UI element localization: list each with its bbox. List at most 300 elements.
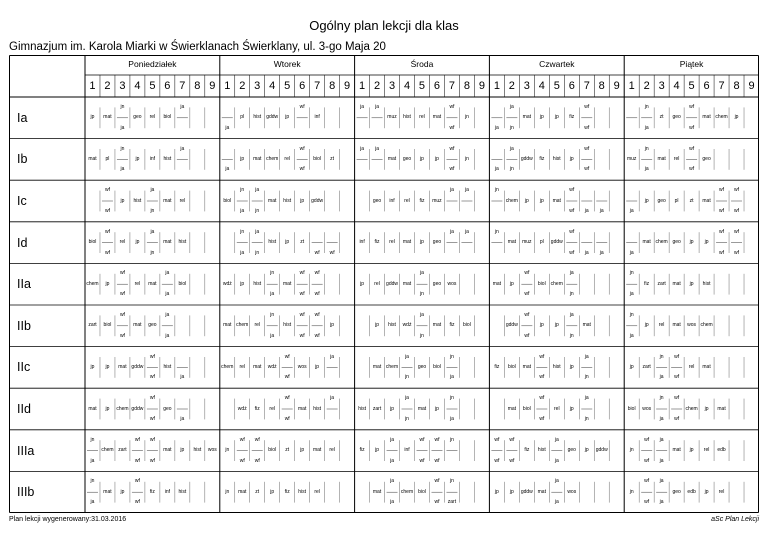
lesson-cell-upper: wf <box>644 478 650 485</box>
lesson-cell-upper: jn <box>659 395 664 402</box>
period-number: 8 <box>598 80 605 92</box>
lesson-cell: pl <box>674 197 679 204</box>
lesson-cell-upper: ja <box>165 270 170 277</box>
lesson-cell-upper: ja <box>464 187 469 194</box>
lesson-cell: hist <box>253 280 262 287</box>
lesson-cell-lower: jn <box>509 124 514 131</box>
lesson-cell-upper: ja <box>449 228 454 235</box>
lesson-cell: biol <box>522 405 531 412</box>
lesson-cell-upper: wf <box>434 436 440 443</box>
lesson-cell: rel <box>718 488 725 495</box>
lesson-cell: inf <box>404 447 410 454</box>
lesson-cell-upper: ja <box>420 270 424 277</box>
lesson-cell: gddw <box>131 363 144 370</box>
lesson-cell: hist <box>133 197 142 204</box>
period-number: 7 <box>179 80 186 92</box>
lesson-cell-upper: wf <box>449 145 455 152</box>
lesson-cell: jp <box>300 197 305 204</box>
lesson-cell: hist <box>298 488 307 495</box>
lesson-cell: chem <box>86 280 99 287</box>
lesson-cell: rel <box>389 239 395 246</box>
lesson-cell: fiz <box>254 405 260 412</box>
lesson-cell: jn <box>464 114 469 121</box>
lesson-cell-lower: wf <box>569 207 575 214</box>
lesson-cell-lower: wf <box>314 332 320 339</box>
lesson-cell: jp <box>704 239 709 246</box>
lesson-cell-lower: ja <box>225 124 230 131</box>
lesson-cell: rel <box>554 405 560 412</box>
lesson-cell: biol <box>223 197 232 204</box>
lesson-cell: gddw <box>550 239 563 246</box>
lesson-cell-lower: ja <box>659 374 664 381</box>
lesson-cell: mat <box>223 322 232 329</box>
lesson-cell-upper: ja <box>659 436 664 443</box>
lesson-cell-upper: wf <box>434 478 440 485</box>
lesson-cell: jp <box>375 447 379 454</box>
lesson-cell-lower: ja <box>90 457 95 464</box>
lesson-cell: mat <box>672 280 681 287</box>
class-name: Ib <box>17 152 28 167</box>
lesson-cell-upper: wf <box>494 436 500 443</box>
lesson-cell-lower: wf <box>239 457 245 464</box>
lesson-cell-upper: wf <box>689 103 695 110</box>
lesson-cell: wdż <box>222 280 232 287</box>
lesson-cell: wos <box>567 488 577 495</box>
class-name: IId <box>17 402 31 416</box>
lesson-cell-upper: jn <box>494 187 499 194</box>
lesson-cell-upper: wf <box>539 395 545 402</box>
lesson-cell-lower: wf <box>734 249 740 256</box>
lesson-cell: hist <box>178 239 187 246</box>
lesson-cell-lower: ja <box>494 124 499 131</box>
lesson-cell-upper: wf <box>524 311 530 318</box>
lesson-cell-lower: wf <box>434 457 440 464</box>
lesson-cell: fiz <box>539 155 545 162</box>
lesson-cell-lower: wf <box>644 499 650 506</box>
period-number: 4 <box>673 80 680 92</box>
lesson-cell: mat <box>537 488 546 495</box>
lesson-cell: rel <box>269 405 275 412</box>
lesson-cell: pl <box>240 114 245 121</box>
lesson-cell: jp <box>105 280 110 287</box>
lesson-cell: wos <box>207 447 217 454</box>
lesson-cell-lower: ja <box>584 249 589 256</box>
lesson-cell: pl <box>539 239 544 246</box>
period-number: 9 <box>344 80 351 92</box>
lesson-cell-lower: wf <box>494 457 500 464</box>
lesson-cell: muz <box>387 114 397 121</box>
day-header: Środa <box>410 59 434 69</box>
lesson-cell: jp <box>689 447 694 454</box>
lesson-cell: hist <box>702 280 711 287</box>
lesson-cell-lower: wf <box>719 249 725 256</box>
lesson-cell: wos <box>642 405 652 412</box>
lesson-cell: geo <box>417 363 427 370</box>
lesson-cell: jp <box>734 114 739 121</box>
lesson-cell: geo <box>567 447 576 454</box>
lesson-cell: jp <box>180 447 185 454</box>
lesson-cell-upper: ja <box>659 478 664 485</box>
lesson-cell: zart <box>118 447 127 454</box>
lesson-cell: jp <box>120 197 125 204</box>
lesson-cell: wos <box>297 363 307 370</box>
lesson-cell-lower: ja <box>180 415 185 422</box>
lesson-cell: fiz <box>284 488 290 495</box>
period-number: 8 <box>329 80 336 92</box>
lesson-cell-lower: jn <box>150 249 155 256</box>
lesson-cell: mat <box>103 488 112 495</box>
lesson-cell-upper: ja <box>420 311 424 318</box>
lesson-cell-lower: wf <box>539 415 545 422</box>
lesson-cell: hist <box>358 405 366 412</box>
lesson-cell: inf <box>389 197 395 204</box>
lesson-cell-lower: wf <box>644 457 650 464</box>
lesson-cell-upper: wf <box>299 103 305 110</box>
lesson-cell-lower: ja <box>494 166 499 173</box>
lesson-cell-upper: wf <box>539 353 545 360</box>
lesson-cell-lower: jn <box>255 249 260 256</box>
period-number: 9 <box>478 80 485 92</box>
lesson-cell-upper: ja <box>180 145 185 152</box>
lesson-cell-lower: wf <box>524 291 530 298</box>
lesson-cell: hist <box>193 447 202 454</box>
lesson-cell: biol <box>268 447 277 454</box>
lesson-cell: jn <box>225 447 230 454</box>
lesson-cell: biol <box>313 155 322 162</box>
lesson-cell-upper: wf <box>569 228 575 235</box>
lesson-cell-upper: ja <box>405 353 409 360</box>
lesson-cell-lower: wf <box>254 457 260 464</box>
lesson-cell-lower: jn <box>509 166 514 173</box>
lesson-cell: jp <box>420 155 424 162</box>
lesson-cell: mat <box>88 405 97 412</box>
period-number: 2 <box>508 80 515 92</box>
lesson-cell-upper: wf <box>119 270 125 277</box>
lesson-cell: mat <box>253 363 262 370</box>
lesson-cell: jp <box>494 488 499 495</box>
class-name: Ic <box>17 194 27 208</box>
lesson-cell-upper: jn <box>270 270 275 277</box>
lesson-cell: geo <box>372 197 382 204</box>
generated-date: Plan lekcji wygenerowany:31.03.2016 <box>9 516 127 523</box>
lesson-cell-upper: ja <box>509 145 514 152</box>
lesson-cell: mat <box>372 488 382 495</box>
lesson-cell: jp <box>629 363 634 370</box>
lesson-cell-upper: wf <box>314 270 320 277</box>
lesson-cell: jp <box>315 363 320 370</box>
lesson-cell: jp <box>105 405 110 412</box>
lesson-cell-upper: ja <box>464 228 469 235</box>
lesson-cell-upper: ja <box>509 103 514 110</box>
lesson-cell: rel <box>239 363 246 370</box>
lesson-cell: mat <box>432 114 442 121</box>
lesson-cell-upper: wf <box>134 478 140 485</box>
lesson-cell: jp <box>270 488 275 495</box>
lesson-cell-lower: wf <box>119 332 125 339</box>
period-number: 7 <box>314 80 321 92</box>
lesson-cell: edb <box>687 488 696 495</box>
lesson-cell-lower: ja <box>629 291 634 298</box>
period-number: 7 <box>448 80 455 92</box>
lesson-cell: rel <box>658 322 665 329</box>
lesson-cell: jn <box>629 488 634 495</box>
lesson-cell-upper: wf <box>119 311 125 318</box>
lesson-cell: hist <box>552 363 561 370</box>
lesson-cell-lower: wf <box>314 249 320 256</box>
period-number: 6 <box>164 80 171 92</box>
lesson-cell-lower: wf <box>569 249 575 256</box>
lesson-cell: jp <box>135 239 140 246</box>
lesson-cell-upper: jn <box>90 478 95 485</box>
lesson-cell-lower: wf <box>689 124 695 131</box>
lesson-cell: mat <box>522 114 531 121</box>
period-number: 9 <box>748 80 755 92</box>
lesson-cell: mat <box>88 155 97 162</box>
period-number: 1 <box>89 80 96 92</box>
lesson-cell: jp <box>689 239 694 246</box>
lesson-cell: biol <box>418 488 426 495</box>
lesson-cell: jp <box>644 197 649 204</box>
lesson-cell: gddw <box>520 488 533 495</box>
lesson-cell-upper: ja <box>569 270 574 277</box>
lesson-cell: mat <box>238 488 247 495</box>
lesson-cell: wos <box>687 322 697 329</box>
period-number: 5 <box>688 80 695 92</box>
lesson-cell-lower: jn <box>255 207 260 214</box>
lesson-cell: jp <box>704 488 709 495</box>
lesson-cell-upper: ja <box>375 145 379 152</box>
lesson-cell-upper: jn <box>240 187 245 194</box>
lesson-cell: hist <box>552 155 561 162</box>
lesson-cell: geo <box>133 114 142 121</box>
lesson-cell: geo <box>163 405 172 412</box>
lesson-cell-lower: wf <box>284 374 290 381</box>
lesson-cell-upper: wf <box>734 187 740 194</box>
lesson-cell: mat <box>133 322 142 329</box>
lesson-cell-lower: wf <box>329 249 335 256</box>
lesson-cell: jp <box>509 280 514 287</box>
day-header: Wtorek <box>273 59 301 69</box>
lesson-cell-lower: wf <box>134 499 140 506</box>
lesson-cell: geo <box>672 488 681 495</box>
lesson-cell-lower: ja <box>584 207 589 214</box>
period-number: 6 <box>568 80 575 92</box>
lesson-cell-lower: ja <box>659 457 664 464</box>
lesson-cell: wdż <box>237 405 247 412</box>
lesson-cell: inf <box>164 488 170 495</box>
lesson-cell: jp <box>330 322 335 329</box>
period-number: 6 <box>703 80 710 92</box>
period-number: 3 <box>388 80 396 92</box>
lesson-cell: fiz <box>374 239 380 246</box>
lesson-cell-lower: ja <box>270 291 275 298</box>
lesson-cell: rel <box>703 447 710 454</box>
lesson-cell: chem <box>116 405 129 412</box>
lesson-cell-lower: ja <box>390 499 394 506</box>
lesson-cell: mat <box>717 405 726 412</box>
lesson-cell: biol <box>163 114 172 121</box>
period-number: 3 <box>523 80 530 92</box>
lesson-cell-upper: ja <box>180 103 185 110</box>
lesson-cell: jp <box>569 405 574 412</box>
lesson-cell-upper: ja <box>554 436 559 443</box>
lesson-cell: zart <box>657 280 666 287</box>
lesson-cell: pl <box>105 155 110 162</box>
lesson-cell: geo <box>148 322 157 329</box>
lesson-cell: mat <box>253 155 262 162</box>
lesson-cell: mat <box>522 363 531 370</box>
lesson-cell-upper: jn <box>494 228 499 235</box>
lesson-cell: chem <box>655 239 668 246</box>
lesson-cell-upper: wf <box>299 311 305 318</box>
lesson-cell: rel <box>329 447 335 454</box>
lesson-cell-upper: jn <box>449 436 454 443</box>
lesson-cell-upper: wf <box>509 436 515 443</box>
lesson-cell: jp <box>435 405 439 412</box>
lesson-cell: biol <box>537 280 546 287</box>
lesson-cell: zart <box>642 363 651 370</box>
lesson-cell: mat <box>283 280 292 287</box>
lesson-cell-upper: wf <box>104 228 110 235</box>
lesson-cell-upper: wf <box>719 228 725 235</box>
period-number: 4 <box>134 80 141 92</box>
lesson-cell-upper: jn <box>120 145 125 152</box>
lesson-cell: mat <box>672 447 681 454</box>
lesson-cell: hist <box>283 322 292 329</box>
lesson-cell: jp <box>524 197 529 204</box>
lesson-cell: chem <box>400 488 414 495</box>
lesson-cell: fiz <box>524 447 530 454</box>
lesson-cell: biol <box>88 239 97 246</box>
lesson-cell: hist <box>403 114 411 121</box>
lesson-cell: jp <box>704 405 709 412</box>
lesson-cell-lower: ja <box>629 249 634 256</box>
lesson-cell: jp <box>539 114 544 121</box>
period-number: 8 <box>194 80 201 92</box>
lesson-cell-lower: wf <box>524 332 530 339</box>
lesson-cell: chem <box>221 363 234 370</box>
lesson-cell: jn <box>629 447 634 454</box>
lesson-cell: mat <box>163 447 172 454</box>
lesson-cell: jp <box>584 447 589 454</box>
lesson-cell-lower: wf <box>149 415 155 422</box>
lesson-cell: mat <box>103 114 112 121</box>
software-credit: aSc Plan Lekcji <box>711 516 759 523</box>
lesson-cell: rel <box>404 197 410 204</box>
lesson-cell: jp <box>509 488 514 495</box>
lesson-cell-upper: ja <box>390 436 394 443</box>
period-number: 7 <box>583 80 590 92</box>
lesson-cell-lower: zart <box>447 499 457 506</box>
lesson-cell-upper: wf <box>419 436 425 443</box>
lesson-cell: jp <box>135 155 140 162</box>
lesson-cell-lower: wf <box>449 124 455 131</box>
lesson-cell: mat <box>657 155 666 162</box>
lesson-cell: muz <box>522 239 532 246</box>
lesson-cell-upper: wf <box>524 270 530 277</box>
lesson-cell: fiz <box>569 114 575 121</box>
class-name: Id <box>17 235 28 250</box>
lesson-cell: zt <box>330 155 335 162</box>
lesson-cell-upper: ja <box>405 395 409 402</box>
lesson-cell-lower: ja <box>554 457 559 464</box>
lesson-cell-upper: wf <box>674 353 680 360</box>
lesson-cell: zt <box>300 239 305 246</box>
lesson-cell: geo <box>657 197 666 204</box>
lesson-cell-upper: ja <box>150 187 155 194</box>
lesson-cell-upper: jn <box>270 311 275 318</box>
lesson-cell: zart <box>88 322 97 329</box>
lesson-cell: hist <box>313 405 322 412</box>
lesson-cell: inf <box>359 239 365 246</box>
lesson-cell-lower: ja <box>240 207 245 214</box>
lesson-cell-upper: jn <box>629 311 634 318</box>
lesson-cell-upper: ja <box>569 311 574 318</box>
lesson-cell-lower: wf <box>299 166 305 173</box>
lesson-cell: jp <box>390 405 394 412</box>
lesson-cell-upper: jn <box>240 228 245 235</box>
lesson-cell: chem <box>385 363 399 370</box>
period-number: 6 <box>433 80 441 92</box>
lesson-cell: mat <box>298 405 307 412</box>
lesson-cell: hist <box>283 197 292 204</box>
lesson-cell: zt <box>255 488 260 495</box>
lesson-cell: hist <box>388 322 396 329</box>
lesson-cell-upper: ja <box>150 228 155 235</box>
class-name: IIa <box>17 277 31 292</box>
lesson-cell: jp <box>539 322 544 329</box>
lesson-cell: muz <box>626 155 637 162</box>
lesson-cell-upper: ja <box>165 311 170 318</box>
lesson-cell-lower: wf <box>584 166 590 173</box>
lesson-cell: rel <box>254 322 261 329</box>
lesson-cell: fiz <box>644 280 650 287</box>
lesson-cell: geo <box>672 114 681 121</box>
lesson-cell-upper: ja <box>375 103 379 110</box>
lesson-cell-upper: ja <box>360 103 365 110</box>
lesson-cell: jp <box>285 239 290 246</box>
lesson-cell: mat <box>312 447 322 454</box>
class-name: Ia <box>17 110 28 125</box>
lesson-cell: mat <box>507 239 517 246</box>
period-number: 9 <box>209 80 216 92</box>
lesson-cell: biol <box>507 363 516 370</box>
lesson-cell: jp <box>240 155 245 162</box>
lesson-cell: gddw <box>505 322 518 329</box>
lesson-cell-lower: jn <box>584 374 589 381</box>
lesson-cell: rel <box>149 114 156 121</box>
lesson-cell-lower: wf <box>734 207 740 214</box>
lesson-cell-lower: ja <box>165 332 170 339</box>
lesson-cell: jp <box>285 114 290 121</box>
lesson-cell-lower: wf <box>104 249 110 256</box>
lesson-cell-upper: wf <box>149 353 155 360</box>
lesson-cell: mat <box>163 197 172 204</box>
lesson-cell: chem <box>236 322 249 329</box>
lesson-cell: gddw <box>386 280 398 287</box>
lesson-cell-lower: jn <box>420 291 424 298</box>
lesson-cell: geo <box>432 280 442 287</box>
lesson-cell: biol <box>178 280 187 287</box>
lesson-cell-lower: jn <box>569 291 574 298</box>
lesson-cell-lower: wf <box>299 291 305 298</box>
lesson-cell-lower: ja <box>449 415 454 422</box>
period-number: 5 <box>418 80 426 92</box>
lesson-cell-lower: wf <box>509 457 515 464</box>
lesson-cell-lower: ja <box>225 166 230 173</box>
lesson-cell-upper: jn <box>644 145 649 152</box>
lesson-cell: mat <box>387 155 397 162</box>
